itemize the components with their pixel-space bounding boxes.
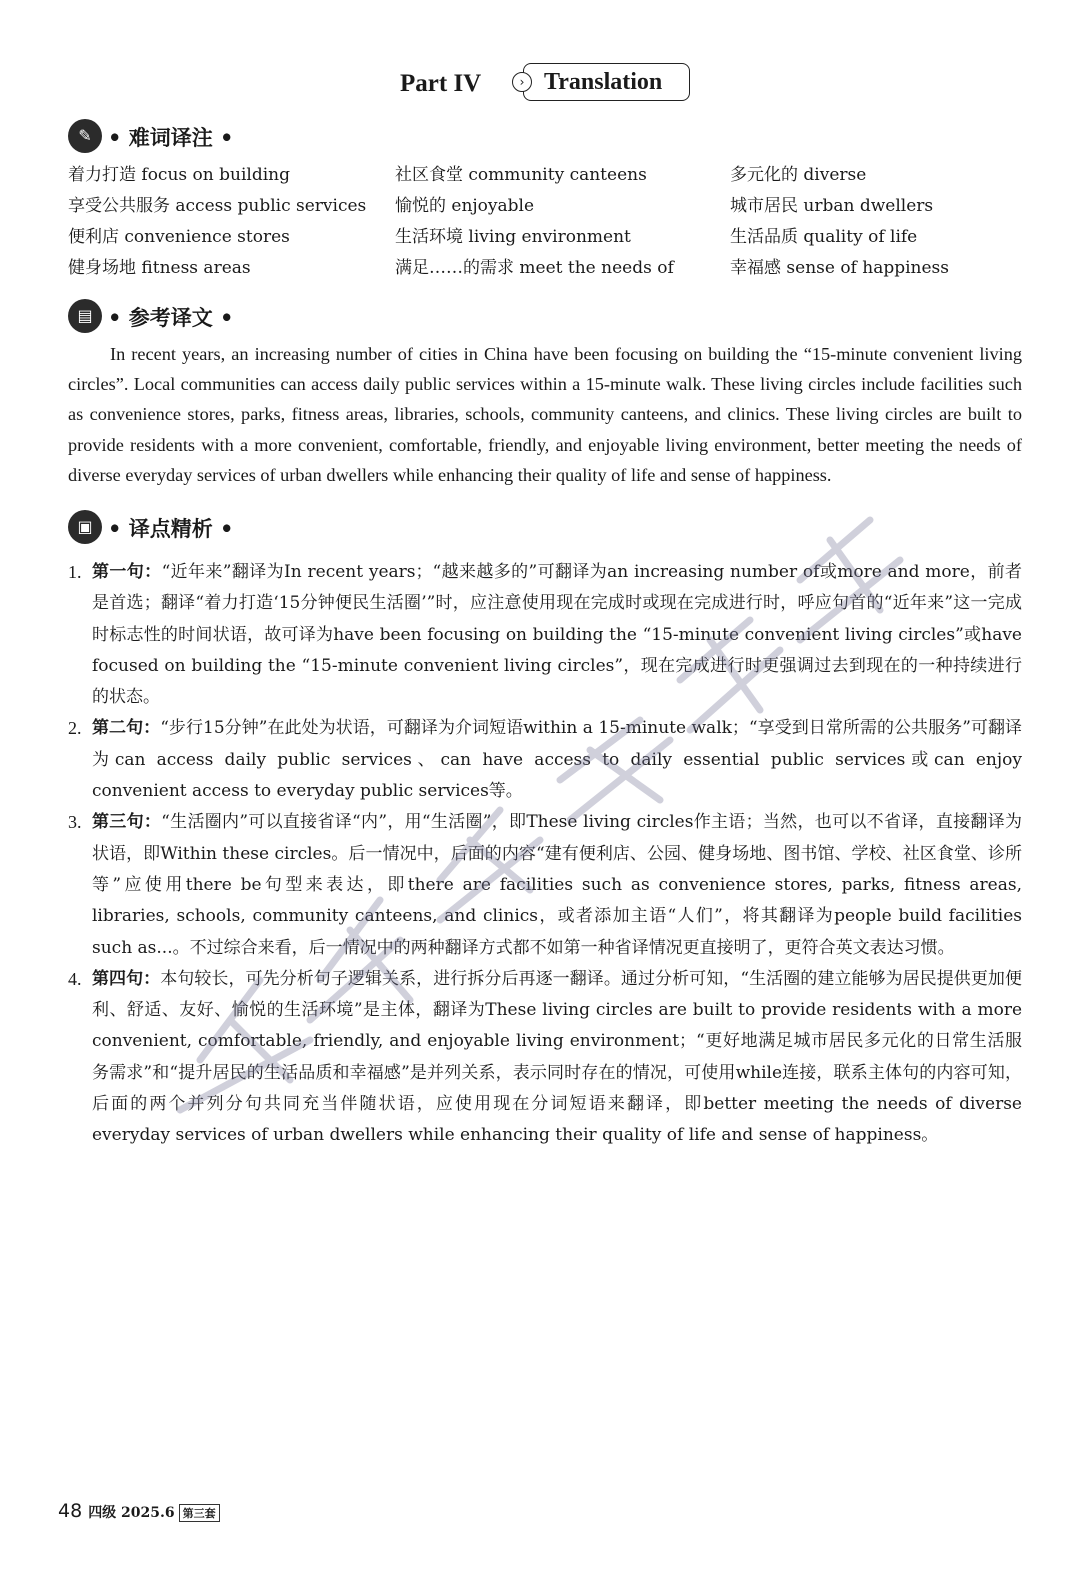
vocab-item: 城市居民 urban dwellers	[730, 196, 934, 216]
vocab-title: • 难词译注 •	[108, 125, 234, 150]
vocab-item: 多元化的 diverse	[730, 165, 867, 185]
analysis-list	[68, 557, 1022, 1152]
reference-translation: In recent years, an increasing number of cities in China have been focusing on building the “15-minute convenient living circles”. Local communities can access daily public services within a 15-minute walk. These living circles include facilities such as convenience stores, parks, fitness areas, libraries, schools, community canteens, and clinics. These living circles are built to provide residents with a more convenient, comfortable, friendly, and enjoyable living environment, better meeting the needs of diverse everyday services of urban dwellers while enhancing their quality of life and sense of happiness.	[68, 344, 1022, 485]
vocab-list	[68, 160, 1018, 284]
item-number: 4.	[68, 968, 82, 989]
analysis-item	[68, 964, 1022, 1152]
vocab-item: 健身场地 fitness areas	[68, 258, 251, 278]
analysis-item	[68, 557, 1022, 713]
item-lead: 第二句：	[92, 718, 161, 739]
analysis-item	[68, 807, 1022, 963]
item-text: “生活圈内”可以直接省译“内”，用“生活圈”，即These living circles作主语；当然，也可以不省译，直接翻译为状语，即Within these circles。后一情况中，后面的内容“建有便利店、公园、健身场地、图书馆、学校、社区食堂、诊所等”应使用there be句型来表达，即there are facilities such as convenience stores, parks, fitness areas, libraries, schools, community canteens, and clinics，或者添加主语“人们”，将其翻译为people build facilities such as...。不过综合来看，后一情况中的两种翻译方式都不如第一种省译情况更直接明了，更符合英文表达习惯。	[92, 812, 1022, 958]
item-number: 3.	[68, 812, 82, 833]
book-icon: ▤	[68, 299, 102, 333]
title-box	[519, 63, 690, 101]
item-text: “近年来”翻译为In recent years；“越来越多的”可翻译为an increasing number of或more and more，前者是首选；翻译“着力打造‘15分钟便民生活圈’”时，应注意使用现在完成时或现在完成进行时，呼应句首的“近年来”这一完成时标志性的时间状语，故可译为have been focusing on building the “15-minute convenient living circles”或have focused on building the “15-minute convenient living circles”，现在完成进行时更强调过去到现在的一种持续进行的状态。	[92, 562, 1023, 708]
page-title: Translation	[544, 69, 663, 95]
item-lead: 第四句：	[92, 968, 161, 989]
page-footer	[58, 1500, 220, 1524]
vocab-item: 生活品质 quality of life	[730, 227, 918, 247]
item-text: 本句较长，可先分析句子逻辑关系，进行拆分后再逐一翻译。通过分析可知，“生活圈的建立能够为居民提供更加便利、舒适、友好、愉悦的生活环境”是主体，翻译为These living circles are built to provide residents with a more convenient, comfortable, friendly, and enjoyable living environment；“更好地满足城市居民多元化的日常生活服务需求”和“提升居民的生活品质和幸福感”是并列关系，表示同时存在的情况，可使用while连接，联系主体句的内容可知，后面的两个并列分句共同充当伴随状语，应使用现在分词短语来翻译，即better meeting the needs of diverse everyday services of urban dwellers while enhancing their quality of life and sense of happiness。	[92, 968, 1022, 1146]
vocab-item: 生活环境 living environment	[395, 227, 631, 247]
part-label: Part IV	[400, 70, 482, 97]
item-number: 1.	[68, 562, 82, 582]
item-lead: 第三句：	[92, 812, 162, 833]
item-text: “步行15分钟”在此处为状语，可翻译为介词短语within a 15-minute walk；“享受到日常所需的公共服务”可翻译为can access daily public services、can have access to daily essential public services或can enjoy convenient access to everyday public services等。	[92, 718, 1023, 802]
vocab-item: 满足……的需求 meet the needs of	[395, 258, 674, 278]
item-lead: 第一句：	[92, 562, 162, 582]
set-badge: 第三套	[179, 1504, 220, 1522]
reference-title: • 参考译文 •	[108, 305, 234, 330]
chart-icon: ▣	[68, 510, 102, 544]
vocab-item: 幸福感 sense of happiness	[730, 258, 949, 278]
chevron-right-icon: ›	[512, 72, 532, 92]
analysis-title: • 译点精析 •	[108, 516, 234, 541]
vocab-item: 便利店 convenience stores	[68, 227, 290, 247]
issue-label: 四级 2025.6	[88, 1505, 175, 1521]
item-number: 2.	[68, 718, 82, 739]
document-edit-icon: ✎	[68, 119, 102, 153]
page-header	[0, 62, 1080, 106]
vocab-item: 社区食堂 community canteens	[395, 165, 647, 185]
analysis-item	[68, 713, 1022, 807]
vocab-item: 享受公共服务 access public services	[68, 196, 367, 216]
page-number: 48	[58, 1500, 83, 1522]
vocab-item: 着力打造 focus on building	[68, 165, 290, 185]
vocab-item: 愉悦的 enjoyable	[395, 196, 535, 216]
